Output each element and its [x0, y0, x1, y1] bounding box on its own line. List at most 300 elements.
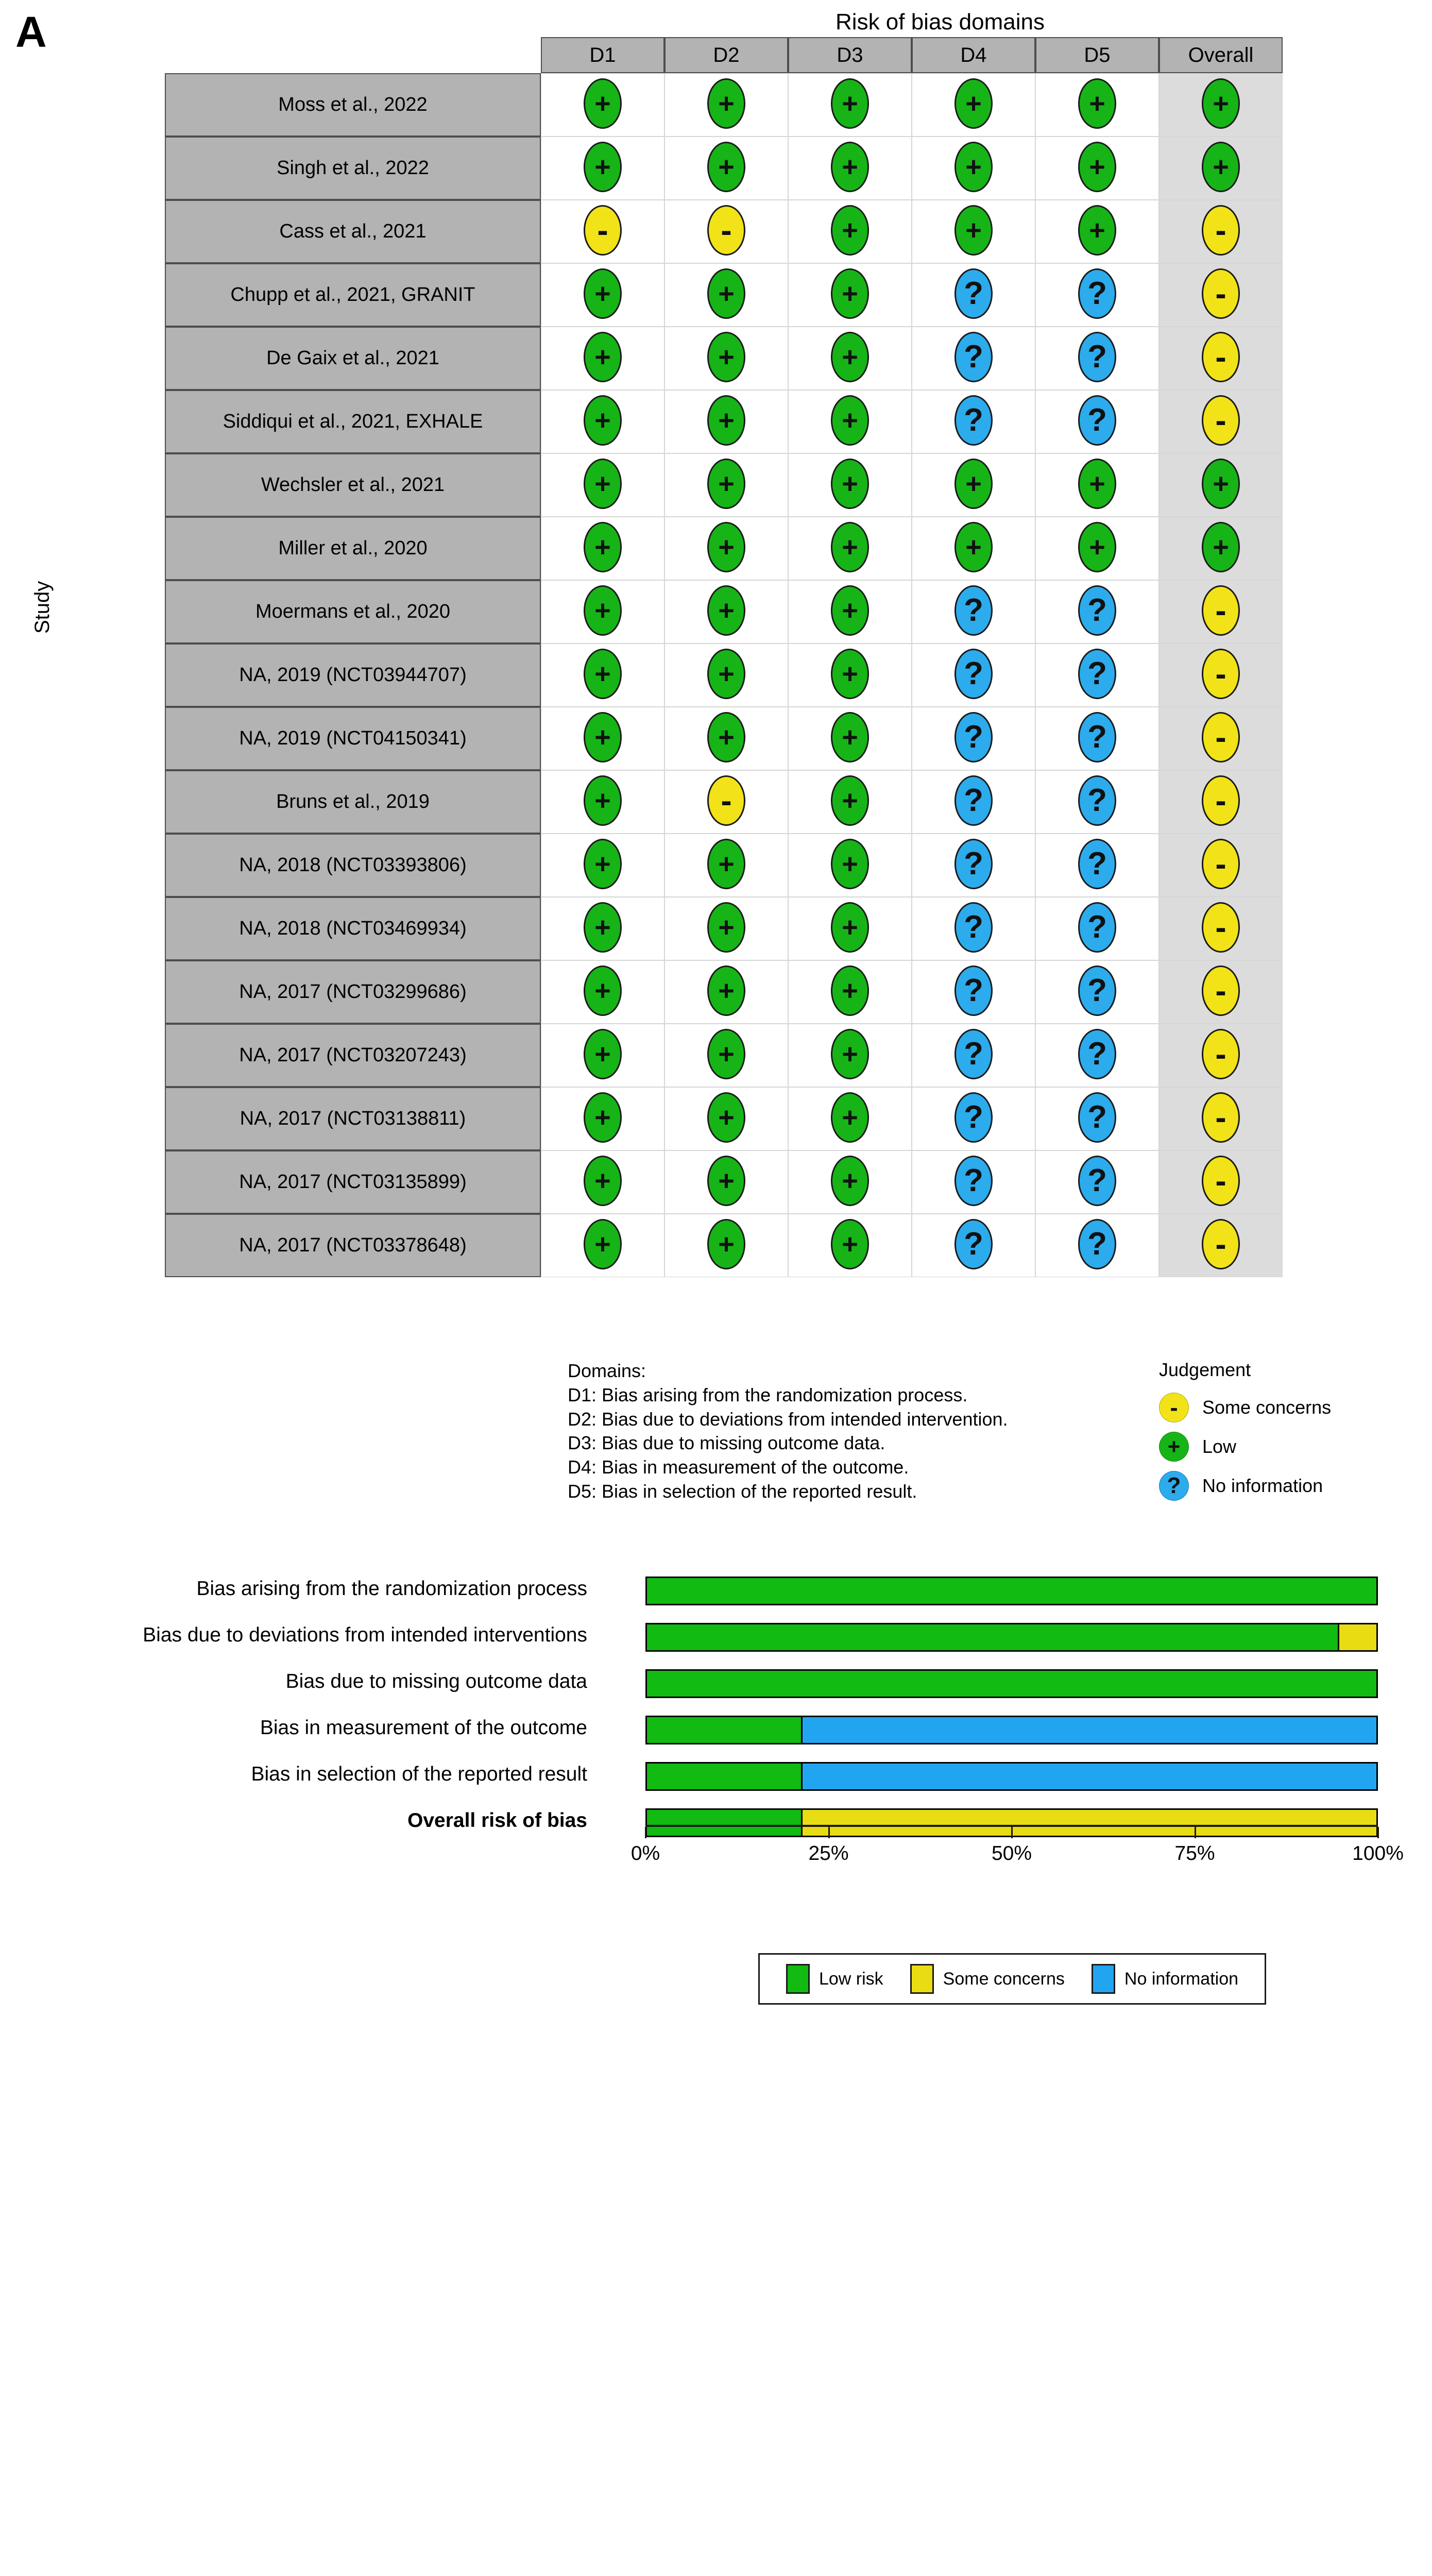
- judgement-low-icon: [831, 522, 869, 572]
- judgement-cell-d3: [788, 770, 912, 834]
- table-row: [165, 1024, 1283, 1087]
- judgement-some-icon: [1202, 965, 1240, 1016]
- judgement-cell-overall: [1159, 580, 1283, 643]
- judgement-low-icon: [831, 142, 869, 192]
- judgement-low-icon: [831, 1219, 869, 1269]
- judgement-cell-overall: [1159, 643, 1283, 707]
- judgement-glyph: +: [594, 849, 611, 879]
- judgement-low-icon: [831, 1156, 869, 1206]
- judgement-noinfo-icon: [954, 1156, 993, 1206]
- study-label: Cass et al., 2021: [165, 200, 541, 263]
- study-label: NA, 2017 (NCT03299686): [165, 960, 541, 1024]
- judgement-some-icon: [707, 775, 745, 826]
- domain-key-line: D2: Bias due to deviations from intended intervention.: [568, 1408, 1008, 1430]
- judgement-glyph: +: [718, 849, 735, 879]
- judgement-cell-d5: [1035, 643, 1159, 707]
- judgement-low-icon: [707, 1156, 745, 1206]
- judgement-glyph: -: [1215, 782, 1226, 819]
- judgement-glyph: +: [842, 342, 858, 372]
- judgement-glyph: -: [1215, 275, 1226, 312]
- judgement-glyph: +: [594, 658, 611, 689]
- table-row: [165, 897, 1283, 960]
- judgement-cell-overall: [1159, 137, 1283, 200]
- judgement-glyph: +: [594, 342, 611, 372]
- judgement-cell-d4: [912, 897, 1035, 960]
- judgement-glyph: +: [965, 151, 982, 182]
- judgement-cell-d2: [664, 1024, 788, 1087]
- judgement-glyph: -: [1170, 1394, 1178, 1421]
- table-row: [165, 643, 1283, 707]
- x-axis-tick: [1377, 1827, 1379, 1838]
- table-row: [165, 1087, 1283, 1150]
- judgement-glyph: +: [594, 1165, 611, 1196]
- judgement-cell-d2: [664, 327, 788, 390]
- judgement-cell-d2: [664, 1150, 788, 1214]
- judgement-cell-d3: [788, 137, 912, 200]
- judgement-glyph: ?: [964, 1099, 983, 1135]
- judgement-glyph: +: [594, 1102, 611, 1133]
- judgement-cell-d4: [912, 1024, 1035, 1087]
- judgement-low-icon: [831, 268, 869, 319]
- judgement-glyph: ?: [1087, 783, 1107, 818]
- judgement-cell-d1: [541, 1024, 664, 1087]
- panel-a-letter: A: [15, 8, 47, 56]
- judgement-glyph: ?: [1087, 973, 1107, 1008]
- judgement-cell-d2: [664, 707, 788, 770]
- domain-key-line: D5: Bias in selection of the reported result.: [568, 1480, 917, 1502]
- judgement-some-icon: [1202, 1092, 1240, 1143]
- legend-label: Some concerns: [943, 1969, 1065, 1989]
- table-row: [165, 73, 1283, 137]
- study-label: Singh et al., 2022: [165, 137, 541, 200]
- judgement-low-icon: [707, 459, 745, 509]
- judgement-cell-d1: [541, 707, 664, 770]
- judgement-low-icon: [584, 459, 622, 509]
- judgement-low-icon: [584, 332, 622, 382]
- column-header-d2: D2: [664, 37, 788, 73]
- judgement-glyph: ?: [1087, 339, 1107, 375]
- judgement-key-label: Some concerns: [1202, 1397, 1332, 1418]
- judgement-noinfo-icon: [954, 839, 993, 889]
- judgement-cell-d2: [664, 897, 788, 960]
- judgement-some-icon: [1202, 205, 1240, 256]
- legend-label: Low risk: [819, 1969, 883, 1989]
- column-header-d1: D1: [541, 37, 664, 73]
- judgement-glyph: +: [1089, 468, 1105, 499]
- judgement-low-icon: [831, 839, 869, 889]
- judgement-glyph: ?: [1087, 1163, 1107, 1198]
- bar-segment-no-information: [801, 1717, 1376, 1743]
- judgement-low-icon: [584, 775, 622, 826]
- table-row: [165, 834, 1283, 897]
- judgement-low-icon: [1078, 459, 1116, 509]
- judgement-some-icon: [1159, 1393, 1189, 1422]
- judgement-cell-d2: [664, 263, 788, 327]
- judgement-glyph: +: [594, 405, 611, 436]
- table-row: [165, 1214, 1283, 1277]
- judgement-glyph: ?: [1167, 1473, 1181, 1498]
- judgement-glyph: +: [594, 278, 611, 309]
- stacked-bar-area: [645, 1525, 1378, 1814]
- judgement-low-icon: [707, 902, 745, 953]
- judgement-noinfo-icon: [1078, 775, 1116, 826]
- judgement-cell-d3: [788, 643, 912, 707]
- judgement-cell-d5: [1035, 200, 1159, 263]
- judgement-low-icon: [707, 965, 745, 1016]
- judgement-cell-overall: [1159, 200, 1283, 263]
- domain-key-line: D3: Bias due to missing outcome data.: [568, 1432, 885, 1454]
- judgement-low-icon: [707, 522, 745, 572]
- judgement-glyph: ?: [1087, 1226, 1107, 1262]
- judgement-cell-d4: [912, 770, 1035, 834]
- bar-segment-low-risk: [647, 1624, 1338, 1650]
- judgement-low-icon: [707, 1219, 745, 1269]
- study-label: NA, 2017 (NCT03207243): [165, 1024, 541, 1087]
- bar-segment-low-risk: [647, 1717, 801, 1743]
- judgement-some-icon: [1202, 712, 1240, 762]
- judgement-low-icon: [707, 712, 745, 762]
- judgement-some-icon: [707, 205, 745, 256]
- judgement-cell-overall: [1159, 517, 1283, 580]
- judgement-glyph: ?: [1087, 592, 1107, 628]
- judgement-glyph: +: [842, 468, 858, 499]
- bar-segment-low-risk: [647, 1764, 801, 1789]
- domains-key-heading: Domains:: [568, 1360, 646, 1381]
- judgement-low-icon: [831, 965, 869, 1016]
- judgement-glyph: +: [718, 1229, 735, 1260]
- table-row: [165, 453, 1283, 517]
- judgement-glyph: +: [1213, 468, 1229, 499]
- judgement-noinfo-icon: [1078, 1219, 1116, 1269]
- judgement-cell-d3: [788, 1024, 912, 1087]
- judgement-glyph: +: [1213, 88, 1229, 119]
- legend-swatch: [786, 1964, 810, 1994]
- study-label: Siddiqui et al., 2021, EXHALE: [165, 390, 541, 453]
- judgement-glyph: -: [1215, 909, 1226, 946]
- judgement-low-icon: [707, 78, 745, 129]
- judgement-low-icon: [584, 78, 622, 129]
- judgement-low-icon: [584, 395, 622, 446]
- judgement-noinfo-icon: [1078, 902, 1116, 953]
- judgement-cell-d2: [664, 73, 788, 137]
- table-row: [165, 263, 1283, 327]
- judgement-cell-overall: [1159, 263, 1283, 327]
- judgement-low-icon: [1202, 522, 1240, 572]
- table-row: [165, 707, 1283, 770]
- judgement-glyph: ?: [964, 1036, 983, 1072]
- judgement-cell-d2: [664, 960, 788, 1024]
- judgement-noinfo-icon: [954, 902, 993, 953]
- judgement-glyph: -: [1215, 1162, 1226, 1199]
- judgement-glyph: +: [1213, 151, 1229, 182]
- judgement-glyph: -: [1215, 655, 1226, 692]
- judgement-glyph: ?: [964, 402, 983, 438]
- judgement-glyph: +: [842, 1102, 858, 1133]
- stacked-bar: [645, 1577, 1378, 1605]
- judgement-glyph: +: [842, 849, 858, 879]
- judgement-cell-d3: [788, 580, 912, 643]
- study-label: NA, 2017 (NCT03135899): [165, 1150, 541, 1214]
- judgement-low-icon: [707, 1029, 745, 1079]
- judgement-low-icon: [707, 649, 745, 699]
- judgement-low-icon: [707, 1092, 745, 1143]
- table-header-row: [165, 37, 1283, 73]
- judgement-noinfo-icon: [954, 395, 993, 446]
- judgement-cell-overall: [1159, 1087, 1283, 1150]
- judgement-cell-d1: [541, 327, 664, 390]
- bar-segment-low-risk: [647, 1578, 1376, 1604]
- judgement-glyph: ?: [964, 973, 983, 1008]
- judgement-low-icon: [707, 268, 745, 319]
- judgement-cell-overall: [1159, 1024, 1283, 1087]
- judgement-low-icon: [954, 522, 993, 572]
- judgement-cell-d3: [788, 263, 912, 327]
- judgement-cell-d2: [664, 390, 788, 453]
- judgement-glyph: ?: [1087, 402, 1107, 438]
- judgement-cell-d5: [1035, 1214, 1159, 1277]
- judgement-noinfo-icon: [1078, 1092, 1116, 1143]
- judgement-cell-d1: [541, 1087, 664, 1150]
- judgement-cell-d5: [1035, 390, 1159, 453]
- x-axis-tick: [1195, 1827, 1196, 1838]
- judgement-glyph: -: [1215, 1036, 1226, 1073]
- judgement-low-icon: [584, 965, 622, 1016]
- judgement-glyph: +: [1213, 532, 1229, 563]
- judgement-cell-overall: [1159, 390, 1283, 453]
- judgement-low-icon: [584, 902, 622, 953]
- judgement-cell-overall: [1159, 1150, 1283, 1214]
- judgement-low-icon: [584, 1219, 622, 1269]
- bar-segment-low-risk: [647, 1671, 1376, 1697]
- judgement-cell-d4: [912, 580, 1035, 643]
- judgement-key-item: [1159, 1388, 1331, 1427]
- judgement-cell-d4: [912, 960, 1035, 1024]
- study-label: Bruns et al., 2019: [165, 770, 541, 834]
- judgement-glyph: +: [842, 88, 858, 119]
- judgement-glyph: -: [721, 212, 732, 249]
- judgement-noinfo-icon: [954, 585, 993, 636]
- table-row: [165, 137, 1283, 200]
- judgement-glyph: +: [1089, 215, 1105, 246]
- judgement-cell-d2: [664, 200, 788, 263]
- judgement-glyph: ?: [1087, 276, 1107, 311]
- study-label: Moss et al., 2022: [165, 73, 541, 137]
- bar-category-label: Bias in selection of the reported result: [251, 1763, 587, 1785]
- judgement-low-icon: [1202, 78, 1240, 129]
- judgement-glyph: ?: [1087, 1099, 1107, 1135]
- judgement-cell-d4: [912, 517, 1035, 580]
- judgement-low-icon: [831, 395, 869, 446]
- judgement-glyph: +: [842, 1229, 858, 1260]
- judgement-noinfo-icon: [1078, 1156, 1116, 1206]
- judgement-cell-d5: [1035, 517, 1159, 580]
- study-label: NA, 2017 (NCT03138811): [165, 1087, 541, 1150]
- judgement-cell-d3: [788, 200, 912, 263]
- bar-segment-low-risk: [647, 1810, 801, 1836]
- judgement-noinfo-icon: [954, 965, 993, 1016]
- judgement-low-icon: [1202, 459, 1240, 509]
- judgement-cell-d3: [788, 517, 912, 580]
- judgement-cell-d5: [1035, 770, 1159, 834]
- judgement-noinfo-icon: [954, 712, 993, 762]
- judgement-cell-overall: [1159, 707, 1283, 770]
- judgement-glyph: +: [842, 785, 858, 816]
- judgement-glyph: +: [842, 658, 858, 689]
- judgement-cell-overall: [1159, 834, 1283, 897]
- judgement-low-icon: [584, 712, 622, 762]
- judgement-glyph: +: [718, 912, 735, 943]
- judgement-cell-d4: [912, 643, 1035, 707]
- judgement-glyph: -: [1215, 1099, 1226, 1136]
- judgement-cell-d1: [541, 897, 664, 960]
- judgement-cell-d2: [664, 137, 788, 200]
- judgement-low-icon: [707, 839, 745, 889]
- judgement-glyph: +: [718, 1165, 735, 1196]
- judgement-glyph: -: [1215, 592, 1226, 629]
- judgement-glyph: -: [1215, 402, 1226, 439]
- x-axis-tick-label: 100%: [1352, 1842, 1404, 1865]
- judgement-glyph: ?: [1087, 1036, 1107, 1072]
- judgement-noinfo-icon: [954, 649, 993, 699]
- judgement-cell-overall: [1159, 327, 1283, 390]
- judgement-glyph: +: [594, 151, 611, 182]
- judgement-cell-d4: [912, 263, 1035, 327]
- judgement-low-icon: [831, 902, 869, 953]
- judgement-cell-d5: [1035, 73, 1159, 137]
- judgement-glyph: -: [1215, 1226, 1226, 1263]
- judgement-cell-d3: [788, 897, 912, 960]
- judgement-low-icon: [831, 585, 869, 636]
- judgement-key-heading: Judgement: [1159, 1359, 1251, 1380]
- x-axis-tick-label: 50%: [991, 1842, 1032, 1865]
- judgement-low-icon: [584, 839, 622, 889]
- table-row: [165, 960, 1283, 1024]
- judgement-glyph: +: [842, 975, 858, 1006]
- judgement-cell-d2: [664, 580, 788, 643]
- judgement-glyph: +: [1089, 532, 1105, 563]
- x-axis-tick-label: 0%: [630, 1842, 660, 1865]
- judgement-glyph: +: [842, 722, 858, 753]
- judgement-glyph: +: [594, 1039, 611, 1070]
- study-label: NA, 2018 (NCT03469934): [165, 897, 541, 960]
- bar-segment-no-information: [801, 1764, 1376, 1789]
- judgement-low-icon: [707, 585, 745, 636]
- judgement-glyph: +: [718, 342, 735, 372]
- judgement-glyph: +: [842, 151, 858, 182]
- judgement-cell-d3: [788, 453, 912, 517]
- study-label: NA, 2019 (NCT04150341): [165, 707, 541, 770]
- risk-of-bias-domains-title: Risk of bias domains: [836, 9, 1045, 35]
- judgement-noinfo-icon: [954, 332, 993, 382]
- study-label: Miller et al., 2020: [165, 517, 541, 580]
- judgement-cell-d5: [1035, 707, 1159, 770]
- judgement-key-item: [1159, 1466, 1331, 1505]
- judgement-cell-d1: [541, 517, 664, 580]
- judgement-cell-overall: [1159, 897, 1283, 960]
- judgement-noinfo-icon: [1078, 268, 1116, 319]
- x-axis-tick-label: 25%: [808, 1842, 849, 1865]
- bar-segment-some-concerns: [801, 1810, 1376, 1836]
- legend-item: [1092, 1964, 1238, 1994]
- judgement-some-icon: [1202, 649, 1240, 699]
- judgement-glyph: +: [594, 785, 611, 816]
- judgement-glyph: +: [965, 215, 982, 246]
- judgement-glyph: ?: [964, 1226, 983, 1262]
- judgement-cell-d2: [664, 834, 788, 897]
- judgement-noinfo-icon: [1078, 1029, 1116, 1079]
- judgement-glyph: -: [1215, 212, 1226, 249]
- judgement-glyph: +: [594, 1229, 611, 1260]
- judgement-noinfo-icon: [1078, 332, 1116, 382]
- judgement-glyph: +: [594, 912, 611, 943]
- judgement-glyph: +: [594, 975, 611, 1006]
- judgement-cell-d4: [912, 707, 1035, 770]
- legend-swatch: [910, 1964, 934, 1994]
- judgement-glyph: +: [718, 595, 735, 626]
- judgement-glyph: +: [594, 468, 611, 499]
- judgement-low-icon: [1078, 78, 1116, 129]
- judgement-cell-d1: [541, 960, 664, 1024]
- table-row: [165, 1150, 1283, 1214]
- stacked-bar: [645, 1623, 1378, 1652]
- judgement-glyph: -: [721, 782, 732, 819]
- judgement-low-icon: [707, 332, 745, 382]
- table-row: [165, 327, 1283, 390]
- judgement-cell-d4: [912, 200, 1035, 263]
- judgement-cell-d3: [788, 960, 912, 1024]
- judgement-low-icon: [954, 459, 993, 509]
- judgement-glyph: +: [718, 975, 735, 1006]
- judgement-cell-d4: [912, 137, 1035, 200]
- judgement-glyph: +: [594, 88, 611, 119]
- judgement-key-label: No information: [1202, 1475, 1323, 1496]
- judgement-low-icon: [954, 205, 993, 256]
- judgement-cell-d1: [541, 390, 664, 453]
- judgement-glyph: +: [842, 215, 858, 246]
- column-header-overall: Overall: [1159, 37, 1283, 73]
- judgement-glyph: -: [1215, 845, 1226, 883]
- header-spacer: [165, 37, 541, 73]
- judgement-glyph: ?: [964, 719, 983, 755]
- x-axis-tick: [828, 1827, 830, 1838]
- judgement-noinfo-icon: [1078, 839, 1116, 889]
- judgement-some-icon: [1202, 775, 1240, 826]
- judgement-glyph: +: [718, 1039, 735, 1070]
- judgement-glyph: +: [1089, 151, 1105, 182]
- judgement-cell-d2: [664, 517, 788, 580]
- judgement-noinfo-icon: [954, 775, 993, 826]
- judgement-glyph: +: [718, 468, 735, 499]
- judgement-cell-d2: [664, 1214, 788, 1277]
- judgement-low-icon: [831, 332, 869, 382]
- judgement-low-icon: [1159, 1432, 1189, 1462]
- judgement-low-icon: [831, 78, 869, 129]
- judgement-low-icon: [584, 1092, 622, 1143]
- judgement-cell-d1: [541, 834, 664, 897]
- judgement-glyph: ?: [964, 1163, 983, 1198]
- judgement-cell-d4: [912, 1087, 1035, 1150]
- judgement-some-icon: [1202, 1156, 1240, 1206]
- judgement-some-icon: [1202, 1219, 1240, 1269]
- legend-item: [910, 1964, 1065, 1994]
- judgement-cell-d3: [788, 327, 912, 390]
- judgement-low-icon: [1078, 205, 1116, 256]
- judgement-cell-d2: [664, 643, 788, 707]
- judgement-cell-d4: [912, 390, 1035, 453]
- judgement-low-icon: [831, 1092, 869, 1143]
- judgement-low-icon: [1078, 522, 1116, 572]
- study-label: De Gaix et al., 2021: [165, 327, 541, 390]
